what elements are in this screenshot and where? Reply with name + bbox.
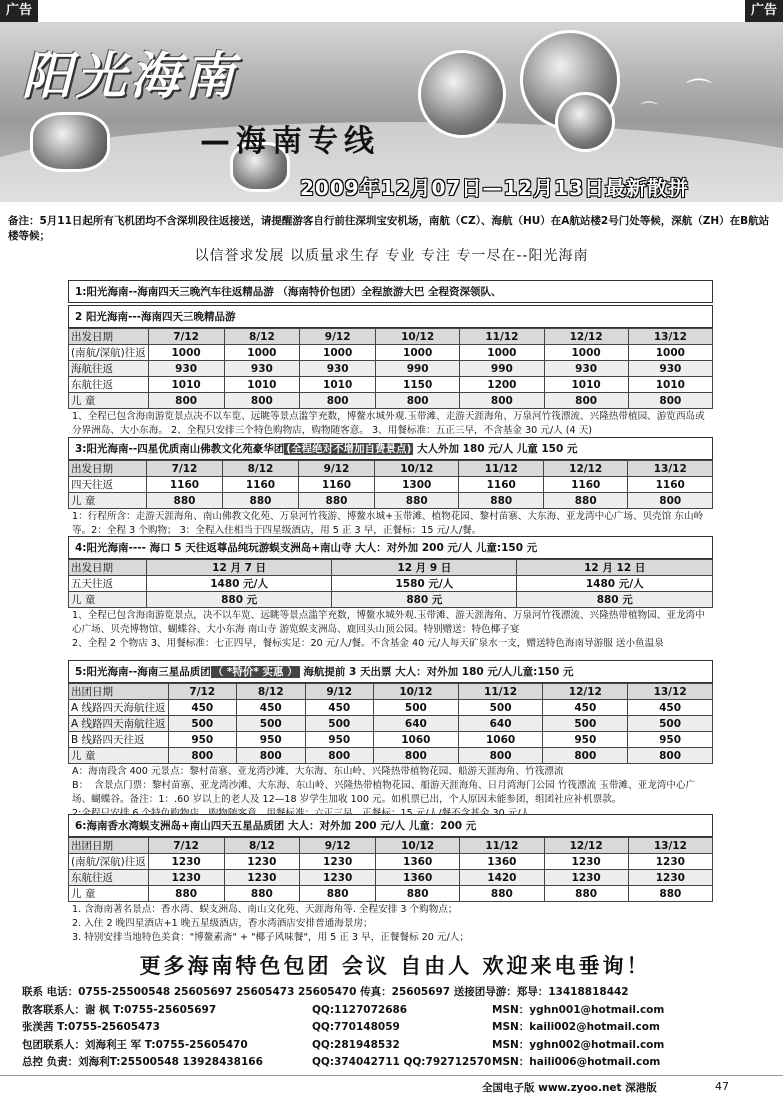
row-label: 儿 童 — [69, 886, 149, 902]
table-cell: 1010 — [224, 377, 300, 393]
table-cell: 800 — [628, 493, 713, 509]
table-cell: 880 — [147, 493, 223, 509]
table-cell: 1000 — [224, 345, 300, 361]
ad-tag-right: 广告 — [745, 0, 783, 22]
notes: 备注：5月11日起所有飞机团均不含深圳段往返接送，请提醒游客自行前往深圳宝安机场，南航（CZ）、海航（HU）在A航站楼2号门处等候，深航（ZH）在B航站楼等候； — [8, 215, 770, 242]
table-cell: 800 — [168, 748, 236, 764]
contact-item: 总控 负责：刘海利T:25500548 13928438166 — [22, 1056, 263, 1068]
section-1 — [68, 280, 713, 303]
table-cell: 1230 — [148, 870, 224, 886]
table-header-row — [69, 838, 713, 854]
table-cell: 950 — [628, 732, 713, 748]
seagull-icon: ⌒ — [640, 101, 658, 122]
section-badge: (全程绝对不增加自费景点) — [286, 443, 412, 455]
row-label: 出团日期 — [69, 838, 149, 854]
row-label: 东航往返 — [69, 377, 149, 393]
table-cell: 11/12 — [460, 838, 544, 854]
table-cell: 1300 — [375, 477, 459, 493]
section-badge: （ *特价* 实惠 ） — [212, 666, 298, 678]
table-cell: 500 — [305, 716, 373, 732]
table-cell: 990 — [460, 361, 544, 377]
table-cell: 880 — [544, 886, 628, 902]
table-cell: 1230 — [224, 870, 300, 886]
table-cell: 500 — [543, 716, 628, 732]
contact-item: MSN：kaili002@hotmail.com — [492, 1021, 660, 1033]
row-label: 出发日期 — [69, 329, 149, 345]
logo: 阳光海南 — [22, 46, 238, 105]
table-cell: 640 — [373, 716, 458, 732]
table-cell: 11/12 — [458, 684, 543, 700]
table-cell: 800 — [237, 748, 305, 764]
table-cell: 880 — [376, 886, 460, 902]
table-cell: 800 — [543, 748, 628, 764]
contact-item: QQ:1127072686 — [312, 1003, 408, 1016]
row-label: A 线路四天南航往返 — [69, 716, 169, 732]
table-cell: 1200 — [460, 377, 544, 393]
table-cell: 880 元 — [332, 592, 517, 608]
table-cell: 800 — [376, 393, 460, 409]
table-row — [69, 854, 713, 870]
table-cell: 930 — [300, 361, 376, 377]
contact-row — [22, 1019, 762, 1037]
table-header-row — [69, 461, 713, 477]
section-extra: 大人外加 180 元/人 儿童 150 元 — [417, 443, 578, 455]
table-cell: 10/12 — [376, 838, 460, 854]
seagull-icon: ⌒ — [686, 78, 713, 108]
section-3 — [68, 437, 713, 539]
section-title: 2 阳光海南---海南四天三晚精品游 — [68, 305, 713, 328]
table-row — [69, 393, 713, 409]
row-label: A 线路四天海航往返 — [69, 700, 169, 716]
table-row — [69, 716, 713, 732]
table-cell: 450 — [305, 700, 373, 716]
table-row — [69, 886, 713, 902]
table-cell: 500 — [458, 700, 543, 716]
table-cell: 640 — [458, 716, 543, 732]
table-header-row — [69, 560, 713, 576]
table-cell: 880 — [543, 493, 627, 509]
table-cell: 1000 — [300, 345, 376, 361]
row-label: 四天往返 — [69, 477, 147, 493]
table-cell: 9/12 — [300, 838, 376, 854]
table-cell: 990 — [376, 361, 460, 377]
section-note: A：海南段含 400 元景点：黎村苗寨、亚龙湾沙滩、大东海、东山岭、兴隆热带植物花园、船游天涯海角、竹筏漂流 B： 含景点门票：黎村苗寨、亚龙湾沙滩、大东海、东山岭、兴隆热带植物花园、船游天涯海角、日月湾海门公园 竹筏漂流 玉带滩、亚龙湾中心广场、蝴蝶谷。备注：1：.60 岁以上的老人及 12—18 岁学生加收 100 元。如机票已出，个人原因未能参团，组团社应补机票款。 — [72, 766, 696, 805]
table-cell: 450 — [168, 700, 236, 716]
table-cell: 950 — [237, 732, 305, 748]
table-cell: 500 — [628, 716, 713, 732]
table-cell: 800 — [628, 393, 712, 409]
table-header-row — [69, 329, 713, 345]
table-cell: 880 元 — [147, 592, 332, 608]
table-cell: 930 — [628, 361, 712, 377]
edition-label: 全国电子版 www.zyoo.net 深港版 — [482, 1082, 657, 1094]
table-cell: 800 — [305, 748, 373, 764]
table-cell: 800 — [300, 393, 376, 409]
table-cell: 1160 — [459, 477, 543, 493]
table-cell: 1010 — [300, 377, 376, 393]
table-row — [69, 748, 713, 764]
table-cell: 1010 — [628, 377, 712, 393]
row-label: 出发日期 — [69, 560, 147, 576]
section-extra: 大人：对外加 200 元/人 儿童：200 元 — [287, 820, 477, 832]
table-cell: 1580 元/人 — [332, 576, 517, 592]
table-row — [69, 477, 713, 493]
table-cell: 880 — [460, 886, 544, 902]
table-cell: 1010 — [148, 377, 224, 393]
contact-row — [22, 984, 762, 1002]
contact-item: MSN：yghn001@hotmail.com — [492, 1003, 665, 1016]
contact-item: 联系 电话：0755-25500548 25605697 25605473 25605470 传真：25605697 送接团导游：郑导：13418818442 — [22, 986, 629, 998]
table-cell: 500 — [373, 700, 458, 716]
section-2 — [68, 305, 713, 439]
contact-item: QQ:374042711 QQ:792712570 — [312, 1056, 492, 1068]
section-extra: 海航提前 3 天出票 大人：对外加 180 元/人儿童:150 元 — [303, 666, 574, 678]
table-cell: 950 — [543, 732, 628, 748]
table-cell: 1000 — [460, 345, 544, 361]
section-note: 1：行程所含：走游天涯海角、南山佛教文化苑、万泉河竹筏游、博鳌水城+玉带滩、植物花园、黎村苗寨、大东海、亚龙湾中心广场、贝壳馆 东山岭等。2：全程 3 个购物； 3：全程入住相当于四星级酒店，用 5 正 3 早，正餐标：15 元/人/餐。 — [72, 511, 704, 536]
section-header — [68, 437, 713, 460]
table-cell: 930 — [544, 361, 628, 377]
table-cell: 1230 — [544, 854, 628, 870]
table-row — [69, 576, 713, 592]
section-4 — [68, 536, 713, 652]
table-cell: 11/12 — [460, 329, 544, 345]
table-cell: 7/12 — [148, 838, 224, 854]
section-5 — [68, 660, 713, 822]
table-cell: 880 — [148, 886, 224, 902]
table-cell: 880 — [300, 886, 376, 902]
section-note: 1. 含海南著名景点：香水湾、蜈支洲岛、南山文化苑、天涯海角等. 全程安排 3 个购物点； 2. 入住 2 晚四星酒店+1 晚五星级酒店，香水湾酒店安排普通海景房； 3. 特别安排当地特色美食："博鳌素斋" + "椰子风味餐"，用 5 正 3 早，正餐餐标 20 元/人； — [72, 904, 469, 943]
table-cell: 12 月 12 日 — [517, 560, 713, 576]
diver-photo — [30, 112, 110, 172]
row-label: (南航/深航)往返 — [69, 345, 149, 361]
section-header — [68, 814, 713, 837]
contact-item: 张渼茜 T:0755-25605473 — [22, 1021, 160, 1033]
banner — [0, 22, 783, 202]
table-cell: 1480 元/人 — [517, 576, 713, 592]
table-cell: 1160 — [147, 477, 223, 493]
table-cell: 450 — [237, 700, 305, 716]
section-header — [68, 660, 713, 683]
table-cell: 1230 — [628, 854, 712, 870]
table-cell: 880 — [223, 493, 299, 509]
contact-row — [22, 1002, 762, 1020]
section-title: 1:阳光海南--海南四天三晚汽车往返精品游 （海南特价包团）全程旅游大巴 全程资深领队、 — [68, 280, 713, 303]
table-cell: 1160 — [299, 477, 375, 493]
table-cell: 880 — [628, 886, 712, 902]
table-cell: 1010 — [544, 377, 628, 393]
row-label: 儿 童 — [69, 393, 149, 409]
table-row — [69, 361, 713, 377]
table-cell: 1230 — [300, 854, 376, 870]
section-6 — [68, 814, 713, 946]
table-cell: 9/12 — [299, 461, 375, 477]
section-title: 6:海南香水湾蜈支洲岛+南山四天五星品质团 — [75, 820, 285, 832]
table-cell: 800 — [373, 748, 458, 764]
table-cell: 10/12 — [376, 329, 460, 345]
table-cell: 800 — [460, 393, 544, 409]
table-cell: 1360 — [376, 854, 460, 870]
table-cell: 500 — [168, 716, 236, 732]
section-extra: 大人：对外加 200 元/人 儿童:150 元 — [355, 542, 538, 554]
table-cell: 12/12 — [543, 684, 628, 700]
table-cell: 8/12 — [224, 329, 300, 345]
table-cell: 880 — [224, 886, 300, 902]
table-cell: 800 — [224, 393, 300, 409]
page-number: 47 — [715, 1080, 729, 1093]
table-cell: 8/12 — [223, 461, 299, 477]
table-cell: 1060 — [458, 732, 543, 748]
table-cell: 10/12 — [373, 684, 458, 700]
row-label: 海航往返 — [69, 361, 149, 377]
footer-slogan: 更多海南特色包团 会议 自由人 欢迎来电垂询！ — [139, 954, 651, 978]
table-cell: 1230 — [300, 870, 376, 886]
table-cell: 7/12 — [147, 461, 223, 477]
table-row — [69, 345, 713, 361]
table-cell: 1160 — [628, 477, 713, 493]
price-table — [68, 837, 713, 902]
table-cell: 10/12 — [375, 461, 459, 477]
table-cell: 1230 — [224, 854, 300, 870]
table-cell: 8/12 — [237, 684, 305, 700]
table-cell: 1230 — [628, 870, 712, 886]
table-cell: 1000 — [376, 345, 460, 361]
divider — [0, 1075, 783, 1076]
table-row — [69, 732, 713, 748]
table-cell: 950 — [168, 732, 236, 748]
table-row — [69, 377, 713, 393]
table-cell: 1060 — [373, 732, 458, 748]
row-label: 儿 童 — [69, 592, 147, 608]
table-cell: 1000 — [544, 345, 628, 361]
table-cell: 950 — [305, 732, 373, 748]
contact-item: QQ:770148059 — [312, 1021, 400, 1033]
price-table — [68, 328, 713, 409]
section-title: 3:阳光海南--四星优质南山佛教文化苑豪华团 — [75, 443, 285, 455]
row-label: 儿 童 — [69, 748, 169, 764]
row-label: 东航往返 — [69, 870, 149, 886]
contact-item: MSN：yghn002@hotmail.com — [492, 1038, 665, 1051]
price-table — [68, 460, 713, 509]
contact-row — [22, 1054, 762, 1072]
price-table — [68, 559, 713, 608]
table-header-row — [69, 684, 713, 700]
contact-block — [22, 984, 762, 1072]
table-cell: 1000 — [628, 345, 712, 361]
table-cell: 1420 — [460, 870, 544, 886]
table-cell: 8/12 — [224, 838, 300, 854]
table-cell: 880 元 — [517, 592, 713, 608]
table-row — [69, 700, 713, 716]
table-cell: 1160 — [223, 477, 299, 493]
table-cell: 880 — [299, 493, 375, 509]
table-cell: 800 — [458, 748, 543, 764]
page-subtitle: —海南专线 — [200, 124, 380, 159]
table-cell: 880 — [375, 493, 459, 509]
table-cell: 12/12 — [543, 461, 627, 477]
contact-item: 散客联系人：谢 枫 T:0755-25605697 — [22, 1003, 217, 1016]
table-cell: 12 月 9 日 — [332, 560, 517, 576]
table-cell: 800 — [148, 393, 224, 409]
contact-item: 包团联系人：刘海利王 军 T:0755-25605470 — [22, 1038, 248, 1051]
motto: 以信誉求发展 以质量求生存 专业 专注 专一尽在--阳光海南 — [194, 248, 589, 264]
table-cell: 11/12 — [459, 461, 543, 477]
row-label: 出团日期 — [69, 684, 169, 700]
section-title: 5:阳光海南--海南三星品质团 — [75, 666, 211, 678]
section-note: 1、全程已包含海南游览景点，决不以车览、远眺等景点滥竽充数，博鳌水城外观.玉带滩、游天涯海角、万泉河竹筏漂流、兴隆热带植物园、亚龙湾中心广场、贝壳博物馆、蝴蝶谷、大小东海 南山寺 游览蜈支洲岛、鹿回头山顶公园。特别赠送：特色椰子宴 2、全程 2 个物店 3、用餐标准：七正四早，餐标实足：20 元/人/餐。不含基金 40 元/人每天矿泉水一支，赠送特色海南导游服 送小鱼温泉 — [72, 610, 705, 649]
table-cell: 800 — [628, 748, 713, 764]
date-line: 2009年12月07日—12月13日最新散拼 — [300, 176, 689, 200]
table-cell: 7/12 — [148, 329, 224, 345]
table-cell: 12/12 — [544, 838, 628, 854]
table-row — [69, 592, 713, 608]
table-cell: 930 — [224, 361, 300, 377]
section-note: 1、全程已包含海南游览景点决不以车览、远眺等景点滥竽充数，博鳌水城外观.玉带滩、走游天涯海角、万泉河竹筏漂流、兴隆热带植园、游览西岛或分界洲岛、大小东海。 2、全程只安排三个特色购物店，购物随客意。 3、用餐标准：五正三早，不含基金 30 元/人 (4 天) — [72, 411, 705, 436]
table-cell: 880 — [459, 493, 543, 509]
photo-circle-3 — [555, 92, 615, 152]
table-cell: 1150 — [376, 377, 460, 393]
contact-item: QQ:281948532 — [312, 1038, 400, 1051]
table-cell: 1360 — [376, 870, 460, 886]
table-cell: 13/12 — [628, 461, 713, 477]
table-cell: 1230 — [148, 854, 224, 870]
table-cell: 13/12 — [628, 329, 712, 345]
table-cell: 930 — [148, 361, 224, 377]
table-cell: 1000 — [148, 345, 224, 361]
contact-row — [22, 1037, 762, 1055]
table-cell: 12 月 7 日 — [147, 560, 332, 576]
table-row — [69, 870, 713, 886]
table-cell: 1480 元/人 — [147, 576, 332, 592]
table-cell: 1360 — [460, 854, 544, 870]
section-header — [68, 536, 713, 559]
table-cell: 450 — [628, 700, 713, 716]
table-cell: 9/12 — [300, 329, 376, 345]
row-label: B 线路四天往返 — [69, 732, 169, 748]
table-cell: 13/12 — [628, 838, 712, 854]
table-cell: 800 — [544, 393, 628, 409]
row-label: 出发日期 — [69, 461, 147, 477]
table-cell: 450 — [543, 700, 628, 716]
contact-item: MSN：haili006@hotmail.com — [492, 1056, 661, 1068]
row-label: 儿 童 — [69, 493, 147, 509]
row-label: (南航/深航)往返 — [69, 854, 149, 870]
table-cell: 7/12 — [168, 684, 236, 700]
table-cell: 1230 — [544, 870, 628, 886]
table-cell: 1160 — [543, 477, 627, 493]
table-cell: 9/12 — [305, 684, 373, 700]
table-cell: 13/12 — [628, 684, 713, 700]
table-cell: 12/12 — [544, 329, 628, 345]
price-table — [68, 683, 713, 764]
table-cell: 500 — [237, 716, 305, 732]
photo-circle-1 — [418, 50, 506, 138]
ad-tag-left: 广告 — [0, 0, 38, 22]
section-title: 4:阳光海南---- 海口 5 天往返尊品纯玩游蜈支洲岛+南山寺 — [75, 542, 352, 554]
table-row — [69, 493, 713, 509]
row-label: 五天往返 — [69, 576, 147, 592]
